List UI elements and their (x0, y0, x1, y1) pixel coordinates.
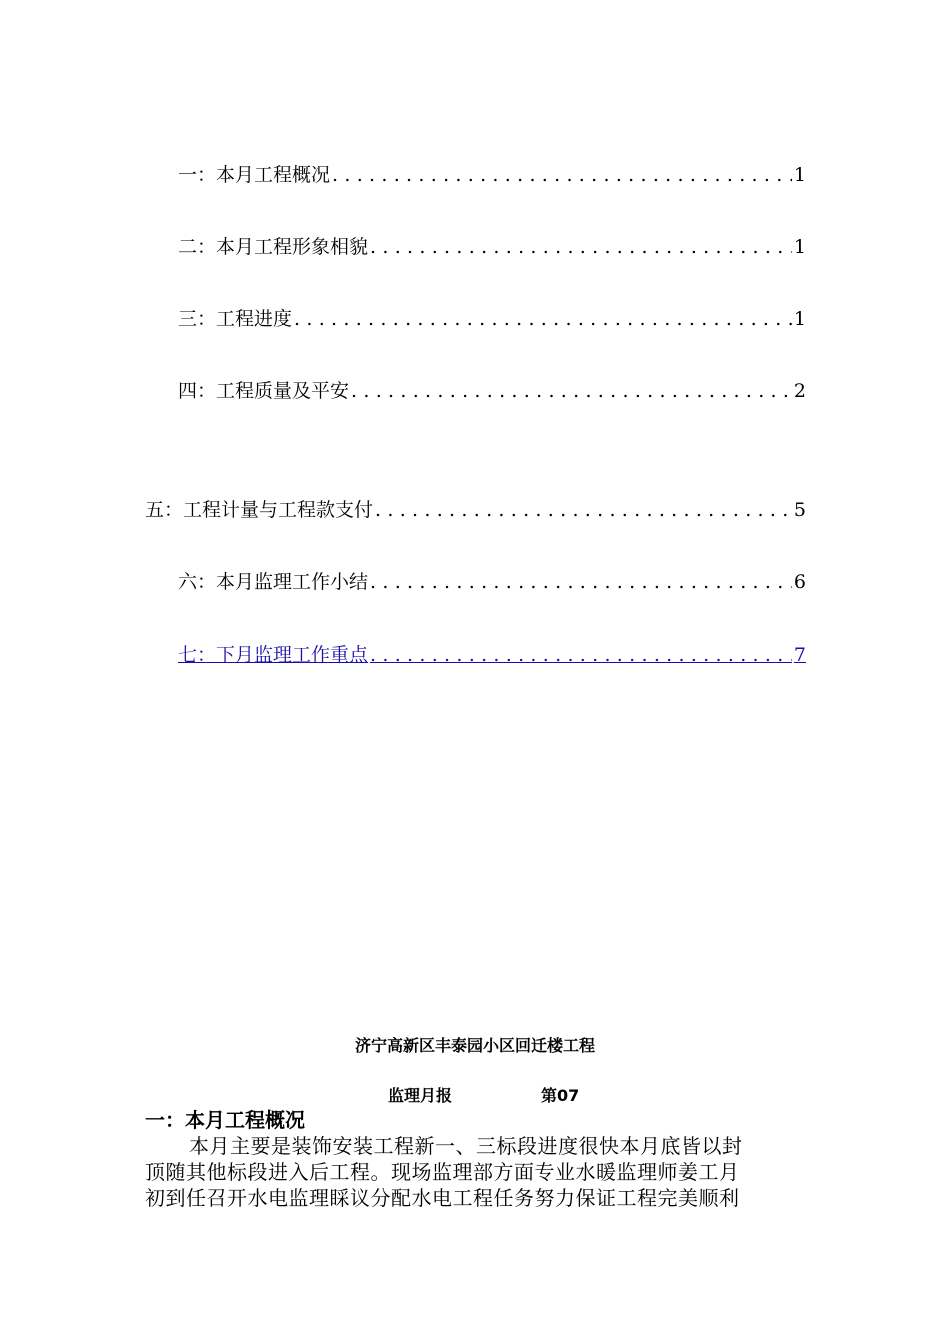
toc-entry-3[interactable] (178, 304, 806, 334)
toc-entry-1[interactable] (178, 160, 806, 190)
toc-entry-label: 三：工程进度 (178, 308, 293, 330)
toc-page-number: 7 (793, 644, 806, 666)
toc-leader-dots (375, 499, 792, 521)
toc-leader-dots (294, 308, 792, 330)
toc-entry-label: 一：本月工程概况 (178, 164, 331, 186)
paragraph-line: 顶随其他标段进入后工程。现场监理部方面专业水暖监理师姜工月 (145, 1160, 740, 1184)
toc-leader-dots (332, 164, 792, 186)
toc-entry-label: 四：工程质量及平安 (178, 380, 350, 402)
toc-page-number: 1 (793, 308, 806, 330)
document-title: 济宁高新区丰泰园小区回迁楼工程 (354, 1036, 595, 1055)
toc-page-number: 2 (793, 380, 806, 402)
toc-entry-label: 六：本月监理工作小结 (178, 571, 369, 593)
report-name: 监理月报 (388, 1086, 453, 1105)
toc-entry-5[interactable] (145, 495, 806, 525)
paragraph-line: 本月主要是装饰安装工程新一、三标段进度很快本月底皆以封 (189, 1134, 743, 1158)
toc-leader-dots (370, 236, 792, 258)
toc-page-number: 1 (793, 164, 806, 186)
toc-entry-label: 七：下月监理工作重点 (178, 644, 369, 666)
section-heading: 一：本月工程概况 (145, 1108, 305, 1132)
toc-entry-7-link[interactable] (178, 640, 806, 670)
toc-entry-6[interactable] (178, 567, 806, 597)
paragraph-line: 初到任召开水电监理睬议分配水电工程任务努力保证工程完美顺利 (145, 1186, 740, 1210)
toc-entry-label: 二：本月工程形象相貌 (178, 236, 369, 258)
toc-page-number: 5 (793, 499, 806, 521)
toc-leader-dots (370, 644, 792, 666)
toc-page-number: 1 (793, 236, 806, 258)
toc-entry-label: 五：工程计量与工程款支付 (145, 499, 374, 521)
toc-leader-dots (370, 571, 792, 593)
toc-leader-dots (351, 380, 792, 402)
toc-page-number: 6 (793, 571, 806, 593)
toc-entry-4[interactable] (178, 376, 806, 406)
toc-entry-2[interactable] (178, 232, 806, 262)
report-number: 第07 (541, 1086, 580, 1105)
